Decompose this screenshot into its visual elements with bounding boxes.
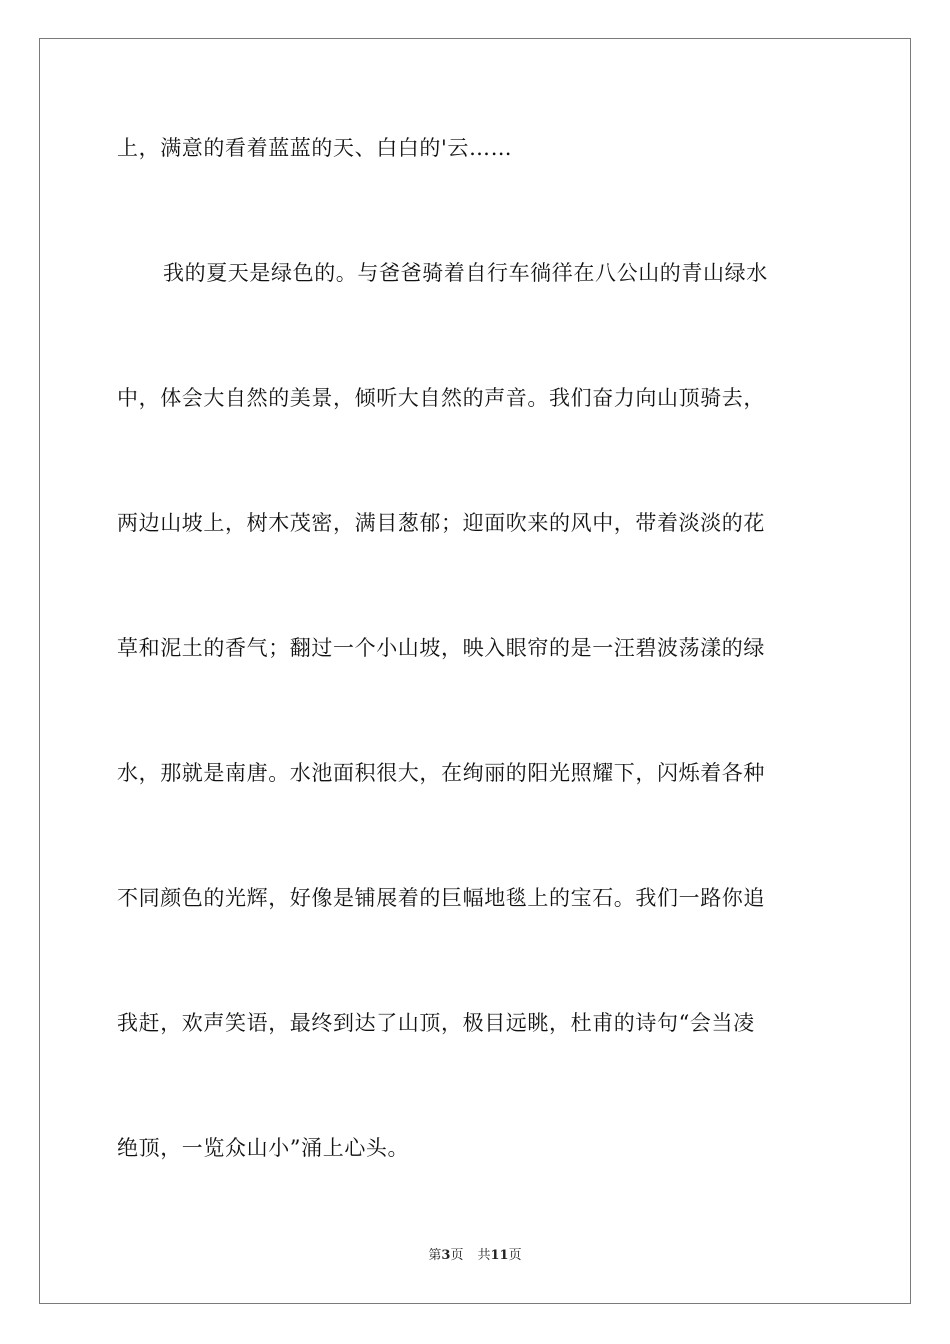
footer-page-suffix: 页 [450,1248,464,1263]
text-line-3: 中，体会大自然的美景，倾听大自然的声音。我们奋力向山顶骑去， [117,386,765,410]
paragraph-first-line: 我的夏天是绿色的。与爸爸骑着自行车徜徉在八公山的青山绿水 [163,261,768,285]
total-pages: 11 [490,1248,509,1263]
page-border [39,38,911,1304]
text-line-7: 不同颜色的光辉，好像是铺展着的巨幅地毯上的宝石。我们一路你追 [117,886,765,910]
page-number: 3 [441,1248,451,1263]
text-line-1: 上，满意的看着蓝蓝的天、白白的'云…… [117,136,513,160]
footer-total-prefix: 共 [477,1248,491,1263]
page-footer [0,1247,950,1265]
text-line-8: 我赶，欢声笑语，最终到达了山顶，极目远眺，杜甫的诗句“会当凌 [117,1011,755,1035]
text-line-5: 草和泥土的香气；翻过一个小山坡，映入眼帘的是一汪碧波荡漾的绿 [117,636,765,660]
text-line-9: 绝顶，一览众山小”涌上心头。 [117,1136,410,1160]
text-line-6: 水，那就是南唐。水池面积很大，在绚丽的阳光照耀下，闪烁着各种 [117,761,765,785]
footer-prefix: 第 [428,1248,442,1263]
text-line-4: 两边山坡上，树木茂密，满目葱郁；迎面吹来的风中，带着淡淡的花 [117,511,765,535]
footer-total-suffix: 页 [508,1248,522,1263]
